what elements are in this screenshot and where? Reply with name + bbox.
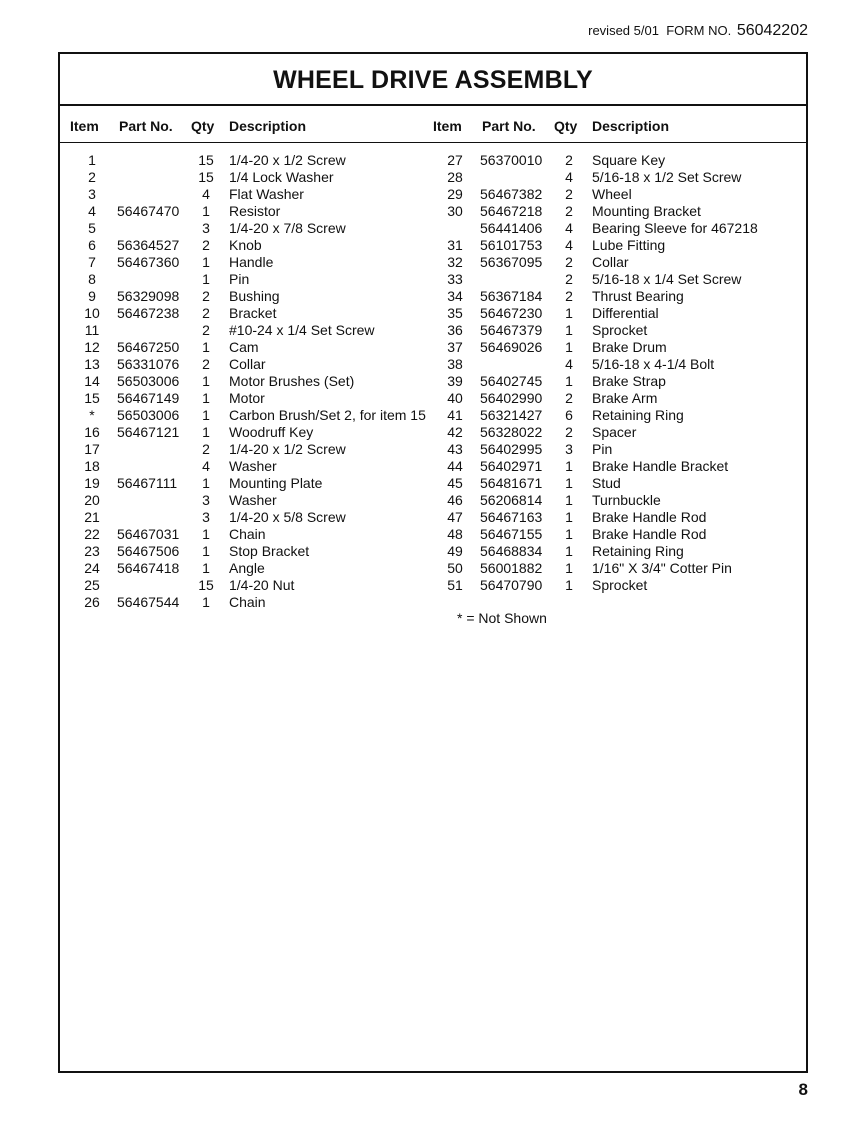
part-number: 56467379: [480, 322, 543, 338]
quantity: 1: [202, 594, 210, 610]
item-number: 13: [84, 356, 100, 372]
description: Spacer: [592, 424, 637, 440]
description: Pin: [592, 441, 613, 457]
description: Carbon Brush/Set 2, for item 15: [229, 407, 426, 423]
item-number: 38: [447, 356, 463, 372]
description: Square Key: [592, 152, 666, 168]
header-part-no-right: Part No.: [482, 118, 536, 134]
description: 5/16-18 x 1/4 Set Screw: [592, 271, 742, 287]
description: Mounting Plate: [229, 475, 323, 491]
item-number: 15: [84, 390, 100, 406]
quantity: 1: [565, 543, 573, 559]
description: Turnbuckle: [592, 492, 661, 508]
item-number: 20: [84, 492, 100, 508]
description: Wheel: [592, 186, 632, 202]
item-number: 12: [84, 339, 100, 355]
item-number: 37: [447, 339, 463, 355]
item-number: 18: [84, 458, 100, 474]
quantity: 1: [565, 577, 573, 593]
quantity: 1: [565, 560, 573, 576]
quantity: 1: [565, 339, 573, 355]
item-number: 32: [447, 254, 463, 270]
quantity: 1: [202, 373, 210, 389]
quantity: 1: [202, 475, 210, 491]
quantity: 4: [202, 186, 210, 202]
part-number: 56321427: [480, 407, 543, 423]
description: 5/16-18 x 4-1/4 Bolt: [592, 356, 715, 372]
description: Retaining Ring: [592, 543, 684, 559]
quantity: 1: [565, 509, 573, 525]
form-number: 56042202: [736, 22, 808, 39]
header-part-no-left: Part No.: [119, 118, 173, 134]
item-number: 14: [84, 373, 100, 389]
item-number: 27: [447, 152, 463, 168]
part-number: 56467230: [480, 305, 543, 321]
description: 5/16-18 x 1/2 Set Screw: [592, 169, 742, 185]
part-number: 56470790: [480, 577, 543, 593]
description: Mounting Bracket: [592, 203, 701, 219]
quantity: 2: [565, 152, 573, 168]
quantity: 2: [565, 186, 573, 202]
quantity: 4: [565, 169, 573, 185]
quantity: 4: [565, 237, 573, 253]
quantity: 1: [202, 526, 210, 542]
quantity: 3: [202, 492, 210, 508]
quantity: 3: [202, 509, 210, 525]
part-number: 56364527: [117, 237, 180, 253]
description: Chain: [229, 526, 266, 542]
quantity: 1: [202, 560, 210, 576]
part-number: 56402990: [480, 390, 543, 406]
description: Bearing Sleeve for 467218: [592, 220, 758, 236]
quantity: 2: [202, 322, 210, 338]
item-number: 24: [84, 560, 100, 576]
item-number: 25: [84, 577, 100, 593]
description: Lube Fitting: [592, 237, 666, 253]
quantity: 1: [202, 254, 210, 270]
part-number: 56467418: [117, 560, 180, 576]
item-number: 7: [88, 254, 96, 270]
description: Motor Brushes (Set): [229, 373, 355, 389]
quantity: 2: [565, 203, 573, 219]
description: 1/4-20 x 5/8 Screw: [229, 509, 346, 525]
description: Sprocket: [592, 322, 648, 338]
part-number: 56467155: [480, 526, 543, 542]
header-description-left: Description: [229, 118, 307, 134]
item-number: 1: [88, 152, 96, 168]
parts-list-frame: [58, 52, 808, 1073]
item-number: 6: [88, 237, 96, 253]
quantity: 3: [202, 220, 210, 236]
description: 1/16" X 3/4" Cotter Pin: [592, 560, 732, 576]
quantity: 1: [565, 458, 573, 474]
part-number: 56467382: [480, 186, 543, 202]
part-number: 56402971: [480, 458, 543, 474]
description: Brake Handle Rod: [592, 509, 707, 525]
column-header-row: [60, 106, 806, 143]
item-number: 34: [447, 288, 463, 304]
part-number: 56367184: [480, 288, 543, 304]
item-number: 35: [447, 305, 463, 321]
quantity: 6: [565, 407, 573, 423]
quantity: 15: [198, 577, 214, 593]
description: Woodruff Key: [229, 424, 314, 440]
description: Collar: [229, 356, 266, 372]
header-qty-right: Qty: [554, 118, 578, 134]
part-number: 56101753: [480, 237, 543, 253]
item-number: 33: [447, 271, 463, 287]
description: Brake Arm: [592, 390, 658, 406]
description: Bracket: [229, 305, 277, 321]
quantity: 1: [202, 407, 210, 423]
quantity: 1: [202, 543, 210, 559]
page-title: WHEEL DRIVE ASSEMBLY: [60, 54, 806, 106]
header-qty-left: Qty: [191, 118, 215, 134]
description: Brake Strap: [592, 373, 666, 389]
quantity: 1: [565, 322, 573, 338]
item-number: 16: [84, 424, 100, 440]
quantity: 15: [198, 169, 214, 185]
part-number: 56467360: [117, 254, 180, 270]
description: Bushing: [229, 288, 280, 304]
quantity: 3: [565, 441, 573, 457]
part-number: 56001882: [480, 560, 543, 576]
item-number: 47: [447, 509, 463, 525]
description: Thrust Bearing: [592, 288, 684, 304]
item-number: 46: [447, 492, 463, 508]
description: Stop Bracket: [229, 543, 310, 559]
item-number: 42: [447, 424, 463, 440]
quantity: 2: [202, 288, 210, 304]
description: Motor: [229, 390, 265, 406]
description: Cam: [229, 339, 259, 355]
part-number: 56467111: [117, 475, 178, 491]
item-number: *: [89, 407, 95, 423]
item-number: 10: [84, 305, 100, 321]
part-number: 56402995: [480, 441, 543, 457]
description: 1/4-20 x 7/8 Screw: [229, 220, 346, 236]
quantity: 2: [565, 424, 573, 440]
quantity: 1: [565, 475, 573, 491]
page-number: 8: [798, 1080, 808, 1099]
item-number: 9: [88, 288, 96, 304]
item-number: 36: [447, 322, 463, 338]
quantity: 4: [565, 220, 573, 236]
part-number: 56467149: [117, 390, 180, 406]
description: Brake Drum: [592, 339, 667, 355]
description: Angle: [229, 560, 265, 576]
quantity: 1: [565, 526, 573, 542]
description: Brake Handle Rod: [592, 526, 707, 542]
description: #10-24 x 1/4 Set Screw: [229, 322, 375, 338]
quantity: 1: [565, 305, 573, 321]
part-number: 56441406: [480, 220, 543, 236]
not-shown-note: * = Not Shown: [457, 610, 547, 626]
description: Washer: [229, 492, 277, 508]
item-number: 49: [447, 543, 463, 559]
description: Flat Washer: [229, 186, 304, 202]
part-number: 56367095: [480, 254, 543, 270]
quantity: 1: [202, 390, 210, 406]
description: 1/4-20 x 1/2 Screw: [229, 152, 346, 168]
quantity: 2: [565, 288, 573, 304]
quantity: 2: [565, 390, 573, 406]
description: Resistor: [229, 203, 281, 219]
quantity: 2: [202, 441, 210, 457]
item-number: 11: [84, 322, 100, 338]
form-label: FORM NO.: [666, 23, 732, 38]
quantity: 15: [198, 152, 214, 168]
part-number: 56467238: [117, 305, 180, 321]
part-number: 56481671: [480, 475, 543, 491]
header-item-left: Item: [70, 118, 99, 134]
item-number: 26: [84, 594, 100, 610]
quantity: 2: [202, 237, 210, 253]
description: 1/4 Lock Washer: [229, 169, 334, 185]
header-description-right: Description: [592, 118, 670, 134]
quantity: 1: [202, 203, 210, 219]
part-number: 56206814: [480, 492, 543, 508]
description: 1/4-20 Nut: [229, 577, 295, 593]
description: Knob: [229, 237, 262, 253]
item-number: 43: [447, 441, 463, 457]
quantity: 1: [202, 271, 210, 287]
item-number: 29: [447, 186, 463, 202]
description: Collar: [592, 254, 629, 270]
part-number: 56503006: [117, 407, 180, 423]
description: Stud: [592, 475, 621, 491]
item-number: 5: [88, 220, 96, 236]
quantity: 4: [565, 356, 573, 372]
item-number: 41: [447, 407, 463, 423]
quantity: 4: [202, 458, 210, 474]
description: Differential: [592, 305, 659, 321]
item-number: 28: [447, 169, 463, 185]
description: Pin: [229, 271, 250, 287]
item-number: 51: [447, 577, 463, 593]
revision-date: revised 5/01: [588, 23, 659, 38]
quantity: 2: [565, 271, 573, 287]
item-number: 45: [447, 475, 463, 491]
quantity: 1: [565, 373, 573, 389]
part-number: 56467470: [117, 203, 180, 219]
part-number: 56467218: [480, 203, 543, 219]
part-number: 56329098: [117, 288, 180, 304]
part-number: 56467121: [117, 424, 180, 440]
item-number: 40: [447, 390, 463, 406]
description: Sprocket: [592, 577, 648, 593]
quantity: 2: [202, 305, 210, 321]
part-number: 56469026: [480, 339, 543, 355]
description: Brake Handle Bracket: [592, 458, 729, 474]
description: Handle: [229, 254, 274, 270]
part-number: 56467544: [117, 594, 180, 610]
item-number: 17: [84, 441, 100, 457]
item-number: 3: [88, 186, 96, 202]
part-number: 56370010: [480, 152, 543, 168]
item-number: 48: [447, 526, 463, 542]
part-number: 56402745: [480, 373, 543, 389]
description: 1/4-20 x 1/2 Screw: [229, 441, 346, 457]
item-number: 23: [84, 543, 100, 559]
item-number: 44: [447, 458, 463, 474]
description: Washer: [229, 458, 277, 474]
item-number: 19: [84, 475, 100, 491]
item-number: 22: [84, 526, 100, 542]
part-number: 56467506: [117, 543, 180, 559]
part-number: 56331076: [117, 356, 180, 372]
part-number: 56503006: [117, 373, 180, 389]
part-number: 56467250: [117, 339, 180, 355]
item-number: 8: [88, 271, 96, 287]
item-number: 31: [447, 237, 463, 253]
quantity: 2: [202, 356, 210, 372]
header-item-right: Item: [433, 118, 462, 134]
item-number: 39: [447, 373, 463, 389]
part-number: 56328022: [480, 424, 543, 440]
item-number: 30: [447, 203, 463, 219]
quantity: 2: [565, 254, 573, 270]
description: Chain: [229, 594, 266, 610]
quantity: 1: [202, 424, 210, 440]
item-number: 4: [88, 203, 96, 219]
part-number: 56467163: [480, 509, 543, 525]
item-number: 21: [84, 509, 100, 525]
form-header-line: [588, 22, 808, 40]
item-number: 50: [447, 560, 463, 576]
quantity: 1: [202, 339, 210, 355]
item-number: 2: [88, 169, 96, 185]
part-number: 56468834: [480, 543, 543, 559]
part-number: 56467031: [117, 526, 180, 542]
quantity: 1: [565, 492, 573, 508]
description: Retaining Ring: [592, 407, 684, 423]
